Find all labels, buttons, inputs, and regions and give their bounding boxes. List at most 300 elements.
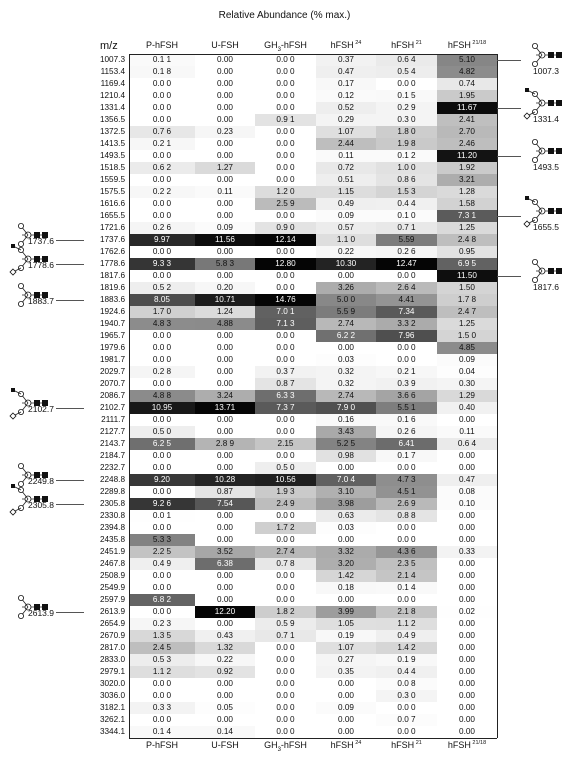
heatmap-cell: 0.00	[316, 270, 376, 282]
heatmap-cell: 0.1 1	[129, 54, 195, 66]
column-superscript: 24	[353, 40, 362, 46]
heatmap-cell: 0.7 6	[129, 126, 195, 138]
heatmap-cell: 0.3 7	[255, 366, 316, 378]
heatmap-cell: 0.5 0	[255, 462, 316, 474]
heatmap-cell: 0.52	[316, 102, 376, 114]
heatmap-cell: 0.2 8	[129, 366, 195, 378]
heatmap-cell: 0.1 7	[376, 450, 437, 462]
heatmap-cell: 0.0 0	[129, 582, 195, 594]
heatmap-cell: 0.0 0	[255, 414, 316, 426]
heatmap-cell: 1.07	[316, 126, 376, 138]
heatmap-cell: 0.04	[437, 366, 497, 378]
heatmap-cell: 0.0 0	[255, 678, 316, 690]
mz-value: 1559.5	[99, 175, 125, 184]
heatmap-cell: 12.20	[195, 606, 255, 618]
heatmap-cell: 12.80	[255, 258, 316, 270]
heatmap-cell: 2.6 9	[376, 498, 437, 510]
heatmap-cell: 2.46	[437, 138, 497, 150]
heatmap-cell: 0.00	[316, 534, 376, 546]
heatmap-cell: 0.00	[437, 702, 497, 714]
heatmap-cell: 0.1 9	[376, 654, 437, 666]
heatmap-cell: 0.0 0	[376, 522, 437, 534]
heatmap-cell: 10.95	[129, 402, 195, 414]
heatmap-cell: 0.0 0	[129, 450, 195, 462]
heatmap-cell: 0.3 3	[129, 702, 195, 714]
heatmap-cell: 0.1 8	[129, 66, 195, 78]
heatmap-cell: 0.4 4	[376, 666, 437, 678]
heatmap-cell: 10.30	[316, 258, 376, 270]
heatmap-cell: 0.0 0	[255, 582, 316, 594]
column-footer-3	[316, 740, 376, 750]
heatmap-cell: 0.03	[316, 522, 376, 534]
heatmap-cell: 0.0 0	[376, 270, 437, 282]
heatmap-cell: 0.00	[437, 678, 497, 690]
heatmap-cell: 0.00	[437, 690, 497, 702]
heatmap-cell: 0.00	[437, 666, 497, 678]
heatmap-cell: 0.00	[195, 714, 255, 726]
heatmap-cell: 9.97	[129, 234, 195, 246]
glycan-leader-line	[497, 276, 521, 277]
heatmap-cell: 0.0 0	[129, 678, 195, 690]
heatmap-cell: 0.1 0	[376, 210, 437, 222]
heatmap-cell: 0.0 0	[129, 210, 195, 222]
mz-value: 1965.7	[99, 331, 125, 340]
heatmap-cell: 1.42	[316, 570, 376, 582]
glycan-mz-label: 1655.5	[533, 222, 559, 232]
glycan-mz-label: 2613.9	[28, 608, 54, 618]
heatmap-cell: 0.00	[437, 522, 497, 534]
heatmap-cell: 2.70	[437, 126, 497, 138]
heatmap-cell: 0.0 0	[376, 354, 437, 366]
heatmap-cell: 0.8 7	[255, 378, 316, 390]
heatmap-cell: 2.8 9	[195, 438, 255, 450]
heatmap-cell: 2.7 4	[255, 546, 316, 558]
heatmap-cell: 1.7 8	[437, 294, 497, 306]
heatmap-cell: 0.5 2	[129, 282, 195, 294]
heatmap-cell: 0.00	[195, 114, 255, 126]
heatmap-cell: 0.0 0	[255, 690, 316, 702]
heatmap-cell: 6.38	[195, 558, 255, 570]
mz-value: 1778.6	[99, 259, 125, 268]
glycan-mz-label: 1883.7	[28, 296, 54, 306]
heatmap-cell: 1.8 0	[376, 126, 437, 138]
heatmap-cell: 0.0 0	[255, 354, 316, 366]
heatmap-cell: 5.3 3	[129, 534, 195, 546]
heatmap-cell: 0.18	[316, 582, 376, 594]
heatmap-cell: 1.9 3	[255, 486, 316, 498]
heatmap-cell: 7.34	[376, 306, 437, 318]
heatmap-cell: 7.96	[376, 330, 437, 342]
mz-value: 1924.6	[99, 307, 125, 316]
mz-value: 3020.0	[99, 679, 125, 688]
heatmap-cell: 0.0 0	[255, 330, 316, 342]
column-footer-1	[195, 740, 255, 750]
mz-value: 2029.7	[99, 367, 125, 376]
heatmap-cell: 0.0 0	[255, 282, 316, 294]
heatmap-cell: 0.2 6	[376, 246, 437, 258]
heatmap-cell: 0.10	[437, 498, 497, 510]
heatmap-cell: 0.33	[437, 546, 497, 558]
column-superscript: 21/18	[470, 40, 487, 46]
heatmap-cell: 0.0 0	[376, 594, 437, 606]
heatmap-cell: 0.14	[195, 726, 255, 738]
heatmap-cell: 0.00	[195, 78, 255, 90]
heatmap-cell: 1.07	[316, 642, 376, 654]
heatmap-cell: 1.24	[195, 306, 255, 318]
heatmap-cell: 1.9 8	[376, 138, 437, 150]
mz-value: 1153.4	[100, 67, 125, 76]
mz-value: 2184.7	[99, 451, 125, 460]
heatmap-cell: 4.3 6	[376, 546, 437, 558]
heatmap-cell: 0.8 8	[376, 510, 437, 522]
heatmap-cell: 0.0 0	[255, 666, 316, 678]
heatmap-cell: 0.00	[195, 618, 255, 630]
heatmap-cell: 0.0 0	[129, 570, 195, 582]
heatmap-cell: 7.0 4	[316, 474, 376, 486]
heatmap-cell: 0.12	[316, 90, 376, 102]
heatmap-cell: 4.41	[376, 294, 437, 306]
column-name: hFSH	[330, 740, 354, 750]
glycan-leader-line	[497, 156, 521, 157]
heatmap-cell: 0.6 2	[129, 162, 195, 174]
heatmap-cell: 0.0 0	[255, 534, 316, 546]
heatmap-cell: 1.3 5	[129, 630, 195, 642]
column-name: GH	[264, 740, 278, 750]
column-name: P-hFSH	[145, 740, 178, 750]
heatmap-cell: 0.23	[195, 126, 255, 138]
heatmap-cell: 7.9 0	[316, 402, 376, 414]
heatmap-cell: 0.00	[195, 366, 255, 378]
heatmap-cell: 0.5 9	[255, 618, 316, 630]
mz-value: 2670.9	[99, 631, 125, 640]
heatmap-cell: 0.09	[437, 354, 497, 366]
heatmap-cell: 0.1 2	[376, 150, 437, 162]
heatmap-cell: 0.00	[195, 354, 255, 366]
mz-value: 1817.6	[99, 271, 125, 280]
heatmap-cell: 3.3 2	[376, 318, 437, 330]
column-footer-2	[255, 740, 316, 753]
heatmap-cell: 0.0 0	[129, 114, 195, 126]
heatmap-cell: 0.22	[316, 246, 376, 258]
heatmap-cell: 1.58	[437, 198, 497, 210]
heatmap-cell: 0.00	[437, 642, 497, 654]
heatmap-cell: 1.7 0	[129, 306, 195, 318]
heatmap-cell: 0.1 4	[376, 582, 437, 594]
heatmap-cell: 3.26	[316, 282, 376, 294]
heatmap-cell: 3.24	[195, 390, 255, 402]
heatmap-cell: 0.00	[437, 582, 497, 594]
heatmap-cell: 3.6 6	[376, 390, 437, 402]
heatmap-cell: 0.00	[195, 54, 255, 66]
column-name: U-FSH	[211, 740, 239, 750]
heatmap-cell: 0.00	[195, 522, 255, 534]
heatmap-cell: 0.0 0	[255, 270, 316, 282]
heatmap-cell: 0.16	[316, 414, 376, 426]
mz-value: 2305.8	[99, 499, 125, 508]
heatmap-cell: 11.56	[195, 234, 255, 246]
heatmap-cell: 0.00	[316, 678, 376, 690]
heatmap-cell: 1.7 2	[255, 522, 316, 534]
heatmap-cell: 0.00	[316, 726, 376, 738]
heatmap-cell: 0.0 0	[255, 150, 316, 162]
heatmap-cell: 10.56	[255, 474, 316, 486]
glycan-leader-line	[56, 408, 84, 409]
heatmap-cell: 0.2 6	[129, 222, 195, 234]
heatmap-cell: 0.7 8	[255, 558, 316, 570]
heatmap-cell: 0.1 6	[376, 414, 437, 426]
mz-value: 2467.8	[99, 559, 125, 568]
heatmap-cell: 0.0 0	[376, 534, 437, 546]
heatmap-cell: 0.0 0	[255, 450, 316, 462]
heatmap-cell: 0.00	[437, 714, 497, 726]
column-footer-5	[437, 740, 497, 750]
heatmap-cell: 0.1 5	[376, 90, 437, 102]
heatmap-cell: 6.41	[376, 438, 437, 450]
heatmap-cell: 3.52	[195, 546, 255, 558]
heatmap-cell: 0.74	[437, 78, 497, 90]
heatmap-cell: 7.3 1	[437, 210, 497, 222]
heatmap-cell: 0.00	[195, 174, 255, 186]
heatmap-cell: 0.7 1	[255, 630, 316, 642]
heatmap-cell: 0.0 0	[255, 426, 316, 438]
mz-value: 2248.8	[99, 475, 125, 484]
heatmap-cell: 0.09	[195, 222, 255, 234]
heatmap-cell: 0.2 9	[376, 102, 437, 114]
heatmap-cell: 0.0 0	[255, 210, 316, 222]
heatmap-cell: 7.3 7	[255, 402, 316, 414]
table-bottom-border	[129, 738, 497, 739]
heatmap-cell: 0.9 0	[255, 222, 316, 234]
heatmap-cell: 0.4 9	[376, 630, 437, 642]
mz-value: 2613.9	[99, 607, 125, 616]
mz-value: 2232.7	[99, 463, 125, 472]
heatmap-cell: 0.3 0	[376, 690, 437, 702]
heatmap-cell: 0.2 6	[376, 426, 437, 438]
mz-value: 1721.6	[99, 223, 125, 232]
mz-column-header: m/z	[100, 40, 118, 52]
heatmap-cell: 12.14	[255, 234, 316, 246]
heatmap-cell: 1.50	[437, 282, 497, 294]
heatmap-cell: 0.0 0	[129, 486, 195, 498]
mz-value: 2435.8	[99, 535, 125, 544]
heatmap-cell: 0.0 0	[376, 726, 437, 738]
heatmap-cell: 6.2 2	[316, 330, 376, 342]
mz-value: 1007.3	[99, 55, 125, 64]
mz-value: 1413.5	[99, 139, 125, 148]
glycan-leader-line	[56, 300, 84, 301]
heatmap-cell: 2.74	[316, 390, 376, 402]
heatmap-cell: 0.0 0	[129, 378, 195, 390]
heatmap-cell: 3.20	[316, 558, 376, 570]
heatmap-cell: 0.0 0	[129, 690, 195, 702]
glycan-leader-line	[56, 240, 84, 241]
column-name: hFSH	[391, 740, 415, 750]
heatmap-cell: 0.00	[195, 594, 255, 606]
column-subscript: 3	[277, 46, 281, 53]
column-footer-0	[129, 740, 195, 750]
glycan-leader-line	[56, 504, 84, 505]
heatmap-cell: 1.25	[437, 222, 497, 234]
heatmap-cell: 2.1 4	[376, 570, 437, 582]
heatmap-cell: 6.3 3	[255, 390, 316, 402]
mz-value: 1737.6	[99, 235, 125, 244]
mz-value: 2597.9	[99, 595, 125, 604]
heatmap-cell: 0.0 0	[376, 702, 437, 714]
mz-value: 2143.7	[99, 439, 125, 448]
heatmap-cell: 3.98	[316, 498, 376, 510]
heatmap-cell: 4.82	[437, 66, 497, 78]
glycan-mz-label: 1007.3	[533, 66, 559, 76]
heatmap-cell: 0.0 0	[255, 174, 316, 186]
heatmap-cell: 0.09	[316, 702, 376, 714]
heatmap-cell: 14.76	[255, 294, 316, 306]
heatmap-cell: 1.25	[437, 318, 497, 330]
glycan-leader-line	[56, 612, 84, 613]
mz-value: 2833.0	[99, 655, 125, 664]
heatmap-cell: 2.44	[316, 138, 376, 150]
heatmap-cell: 2.4 7	[437, 306, 497, 318]
heatmap-cell: 0.0 0	[255, 138, 316, 150]
mz-value: 1981.7	[99, 355, 125, 364]
heatmap-cell: 0.0 0	[129, 198, 195, 210]
heatmap-cell: 5.2 5	[316, 438, 376, 450]
heatmap-cell: 0.00	[195, 462, 255, 474]
glycan-mz-label: 2102.7	[28, 404, 54, 414]
heatmap-cell: 0.7 1	[376, 222, 437, 234]
heatmap-cell: 4.7 3	[376, 474, 437, 486]
heatmap-cell: 1.1 2	[129, 666, 195, 678]
heatmap-cell: 1.95	[437, 90, 497, 102]
glycan-mz-label: 1737.6	[28, 236, 54, 246]
heatmap-cell: 0.0 0	[376, 342, 437, 354]
glycan-mz-label: 2305.8	[28, 500, 54, 510]
heatmap-cell: 0.92	[195, 666, 255, 678]
heatmap-cell: 0.00	[437, 654, 497, 666]
heatmap-cell: 0.0 0	[129, 462, 195, 474]
mz-value: 3262.1	[99, 715, 125, 724]
heatmap-cell: 5.5 9	[316, 306, 376, 318]
mz-value: 1819.6	[99, 283, 125, 292]
heatmap-cell: 0.0 0	[255, 66, 316, 78]
heatmap-cell: 2.5 9	[255, 198, 316, 210]
heatmap-cell: 0.00	[437, 534, 497, 546]
heatmap-cell: 5.10	[437, 54, 497, 66]
heatmap-cell: 0.95	[437, 246, 497, 258]
heatmap-cell: 0.00	[437, 594, 497, 606]
heatmap-cell: 7.1 3	[255, 318, 316, 330]
heatmap-cell: 3.32	[316, 546, 376, 558]
mz-value: 2127.7	[99, 427, 125, 436]
heatmap-cell: 1.32	[195, 642, 255, 654]
heatmap-cell: 4.5 1	[376, 486, 437, 498]
heatmap-cell: 0.00	[437, 414, 497, 426]
heatmap-cell: 2.41	[437, 114, 497, 126]
mz-value: 2289.8	[99, 487, 125, 496]
heatmap-cell: 0.0 0	[255, 102, 316, 114]
heatmap-cell: 0.00	[437, 570, 497, 582]
heatmap-cell: 5.0 0	[316, 294, 376, 306]
column-suffix: -hFSH	[280, 40, 307, 50]
heatmap-cell: 1.92	[437, 162, 497, 174]
heatmap-cell: 0.37	[316, 54, 376, 66]
heatmap-cell: 0.0 0	[255, 570, 316, 582]
column-name: hFSH	[447, 40, 471, 50]
heatmap-cell: 0.0 0	[129, 606, 195, 618]
heatmap-cell: 0.0 8	[376, 678, 437, 690]
heatmap-cell: 0.11	[437, 426, 497, 438]
heatmap-cell: 4.85	[437, 342, 497, 354]
glycan-mz-label: 1817.6	[533, 282, 559, 292]
heatmap-cell: 0.0 0	[255, 126, 316, 138]
column-name: hFSH	[391, 40, 415, 50]
glycan-mz-label: 1493.5	[533, 162, 559, 172]
heatmap-cell: 3.21	[437, 174, 497, 186]
heatmap-cell: 0.00	[195, 450, 255, 462]
heatmap-cell: 0.00	[195, 534, 255, 546]
heatmap-cell: 0.00	[195, 678, 255, 690]
heatmap-cell: 0.00	[195, 414, 255, 426]
heatmap-cell: 2.3 5	[376, 558, 437, 570]
heatmap-cell: 0.00	[195, 378, 255, 390]
heatmap-cell: 0.0 0	[255, 726, 316, 738]
heatmap-cell: 0.3 9	[376, 378, 437, 390]
heatmap-cell: 0.00	[195, 210, 255, 222]
mz-value: 2111.7	[101, 415, 125, 424]
heatmap-cell: 2.15	[255, 438, 316, 450]
glycan-leader-line	[56, 264, 84, 265]
heatmap-cell: 9.3 3	[129, 258, 195, 270]
heatmap-cell: 0.02	[437, 606, 497, 618]
heatmap-cell: 3.43	[316, 426, 376, 438]
heatmap-cell: 0.27	[316, 654, 376, 666]
heatmap-cell: 0.87	[195, 486, 255, 498]
heatmap-cell: 0.43	[195, 630, 255, 642]
heatmap-cell: 0.0 0	[255, 594, 316, 606]
heatmap-cell: 0.0 0	[255, 342, 316, 354]
heatmap-cell: 0.0 0	[255, 246, 316, 258]
heatmap-cell: 0.0 0	[129, 78, 195, 90]
mz-value: 1940.7	[99, 319, 125, 328]
heatmap-cell: 1.8 2	[255, 606, 316, 618]
heatmap-cell: 1.29	[437, 390, 497, 402]
heatmap-cell: 0.00	[437, 630, 497, 642]
heatmap-cell: 0.00	[437, 450, 497, 462]
heatmap-cell: 2.4 5	[129, 642, 195, 654]
heatmap-cell: 0.30	[437, 378, 497, 390]
heatmap-cell: 0.00	[195, 66, 255, 78]
heatmap-cell: 5.8 3	[195, 258, 255, 270]
glycan-leader-line	[497, 108, 521, 109]
heatmap-cell: 0.00	[195, 270, 255, 282]
heatmap-cell: 0.47	[437, 474, 497, 486]
mz-value: 1372.5	[99, 127, 125, 136]
figure-title: Relative Abundance (% max.)	[218, 10, 351, 21]
mz-value: 1762.6	[99, 247, 125, 256]
heatmap-cell: 9.2 6	[129, 498, 195, 510]
glycan-leader-line	[497, 60, 521, 61]
glycan-mz-label: 1331.4	[533, 114, 559, 124]
heatmap-cell: 2.74	[316, 318, 376, 330]
mz-value: 2451.9	[99, 547, 125, 556]
heatmap-cell: 6.2 5	[129, 438, 195, 450]
heatmap-cell: 0.0 1	[129, 510, 195, 522]
heatmap-cell: 0.00	[437, 726, 497, 738]
heatmap-cell: 0.5 3	[129, 654, 195, 666]
heatmap-cell: 4.88	[195, 318, 255, 330]
heatmap-cell: 0.0 0	[129, 270, 195, 282]
heatmap-cell: 0.00	[316, 714, 376, 726]
heatmap-cell: 0.40	[437, 402, 497, 414]
